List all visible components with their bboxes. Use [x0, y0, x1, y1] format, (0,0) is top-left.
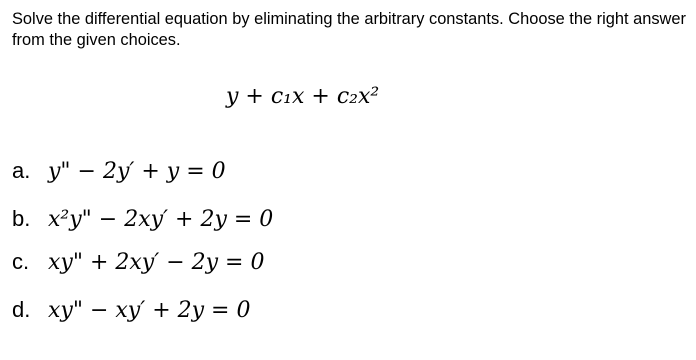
choice-a-letter: a.	[12, 158, 31, 183]
question-prompt: Solve the differential equation by eliminating the arbitrary constants. Choose the right answer from the given choices.	[12, 10, 686, 49]
choice-c-equation: xy" + 2xy′ − 2y = 0	[48, 250, 265, 275]
choice-b-equation: x²y" − 2xy′ + 2y = 0	[48, 207, 274, 232]
choice-d-letter: d.	[12, 297, 31, 322]
choice-b-letter: b.	[12, 206, 31, 231]
choice-c-letter: c.	[12, 249, 30, 274]
choice-d-equation: xy" − xy′ + 2y = 0	[48, 298, 251, 323]
given-equation: y + c₁x + c₂x²	[226, 84, 380, 109]
choice-a[interactable]	[12, 158, 226, 184]
choice-b[interactable]	[12, 206, 273, 232]
choice-c[interactable]	[12, 249, 264, 275]
choice-a-equation: y" − 2y′ + y = 0	[48, 159, 226, 184]
choice-d[interactable]	[12, 297, 250, 323]
